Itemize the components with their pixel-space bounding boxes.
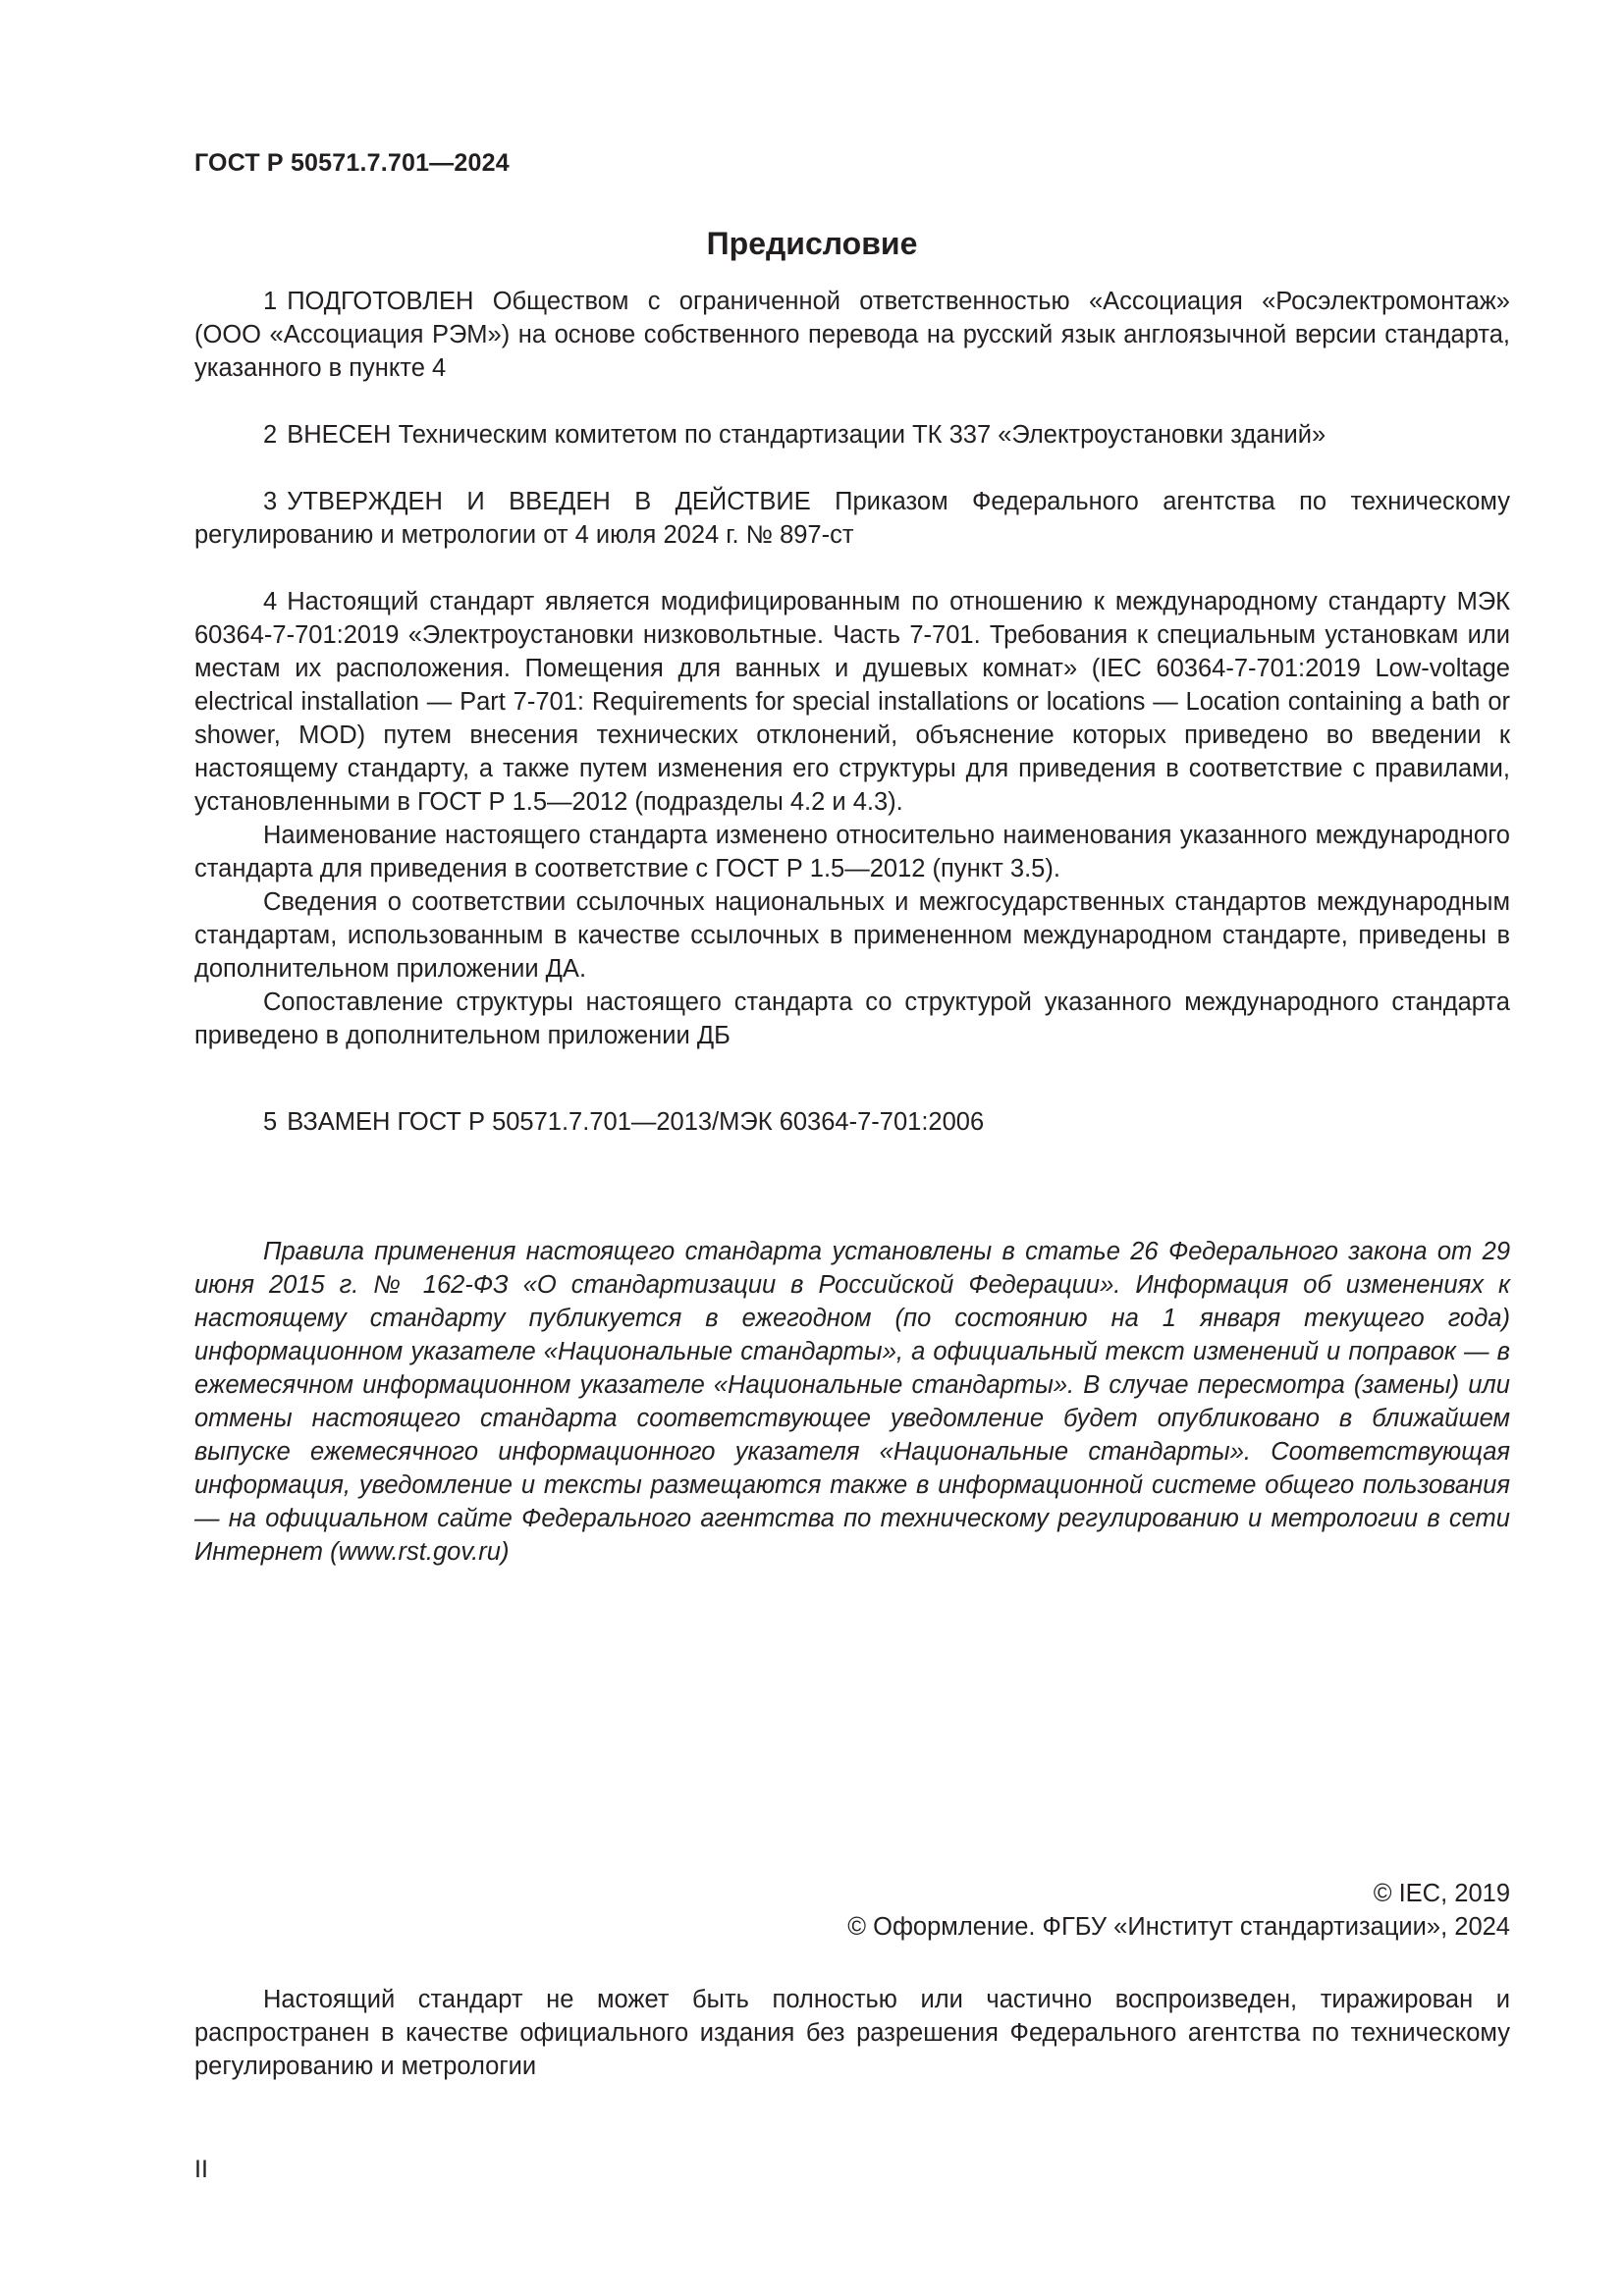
item-paragraph: Сопоставление структуры настоящего стандарта со структурой указанного международного стандарта приведено в дополнительном приложении ДБ <box>194 988 1510 1049</box>
item-text: Приказом Федерального агентства по техническому регулированию и метрологии от 4 июля 2024 г. № 897-ст <box>194 488 1510 549</box>
foreword-item-3 <box>194 485 1510 552</box>
item-paragraph: Сведения о соответствии ссылочных национальных и межгосударственных стандартов международным стандартам, использованным в качестве ссылочных в примененном международном стандарте, приведены в дополнительном приложении ДА. <box>194 888 1510 983</box>
item-number: 5 <box>263 1108 278 1136</box>
reproduction-notice-text: Настоящий стандарт не может быть полностью или частично воспроизведен, тиражирован и распространен в качестве официального издания без разрешения Федерального агентства по техническому регулированию и метрологии <box>194 1986 1510 2080</box>
rules-notice-text: Правила применения настоящего стандарта установлены в статье 26 Федерального закона от 29 июня 2015 г. № 162-ФЗ «О стандартизации в Российской Федерации». Информация об изменениях к настоящему стандарту публикуется в ежегодном (по состоянию на 1 января текущего года) информационном указателе «Национальные стандарты», а официальный текст изменений и поправок — в ежемесячном информационном указателе «Национальные стандарты». В случае пересмотра (замены) или отмены настоящего стандарта соответствующее уведомление будет опубликовано в ближайшем выпуске ежемесячного информационного указателя «Национальные стандарты». Соответствующая информация, уведомление и тексты размещаются также в информационной системе общего пользования — на официальном сайте Федерального агентства по техническому регулированию и метрологии в сети Интернет (www.rst.gov.ru) <box>194 1238 1510 1566</box>
copyright-iec: © IEC, 2019 <box>1373 1880 1510 1907</box>
item-lead: ВЗАМЕН <box>287 1108 391 1136</box>
item-text: Обществом с ограниченной ответственностью «Ассоциация «Росэлектромонтаж» (ООО «Ассоциация РЭМ») на основе собственного перевода на русский язык англоязычной версии стандарта, указанного в пункте 4 <box>194 288 1510 382</box>
item-text: Техническим комитетом по стандартизации ТК 337 «Электроустановки зданий» <box>398 421 1326 449</box>
rules-notice <box>194 1235 1510 1569</box>
item-number: 3 <box>263 488 278 515</box>
foreword-item-4 <box>194 585 1510 1052</box>
item-text: Настоящий стандарт является модифицированным по отношению к международному стандарту МЭК 60364-7-701:2019 «Электроустановки низковольтные. Часть 7-701. Требования к специальным установкам или местам их расположения. Помещения для ванных и душевых комнат» (IEC 60364-7-701:2019 Low-voltage electrical installation — Part 7-701: Requirements for special installations or locations — Location containing a bath or shower, MOD) путем внесения технических отклонений, объяснение которых приведено во введении к настоящему стандарту, а также путем изменения его структуры для приведения в соответствие с правилами, установленными в ГОСТ Р 1.5—2012 (подразделы 4.2 и 4.3). <box>194 588 1510 816</box>
foreword-item-5 <box>194 1105 1510 1139</box>
page-number: II <box>194 2156 208 2183</box>
page-title: Предисловие <box>706 226 918 261</box>
foreword-item-1 <box>194 285 1510 385</box>
foreword-item-2 <box>194 418 1510 452</box>
copyright-block <box>847 1877 1510 1944</box>
standard-code-header: ГОСТ Р 50571.7.701—2024 <box>194 149 510 177</box>
item-lead: ВНЕСЕН <box>287 421 392 449</box>
copyright-design: © Оформление. ФГБУ «Институт стандартизации», 2024 <box>847 1913 1510 1941</box>
item-number: 1 <box>263 288 278 315</box>
item-lead: УТВЕРЖДЕН И ВВЕДЕН В ДЕЙСТВИЕ <box>287 488 811 515</box>
item-paragraph: Наименование настоящего стандарта изменено относительно наименования указанного международного стандарта для приведения в соответствие с ГОСТ Р 1.5—2012 (пункт 3.5). <box>194 822 1510 882</box>
item-text: ГОСТ Р 50571.7.701—2013/МЭК 60364-7-701:2006 <box>397 1108 985 1136</box>
item-number: 4 <box>263 588 278 615</box>
reproduction-notice <box>194 1983 1510 2083</box>
item-lead: ПОДГОТОВЛЕН <box>287 288 474 315</box>
item-number: 2 <box>263 421 278 449</box>
